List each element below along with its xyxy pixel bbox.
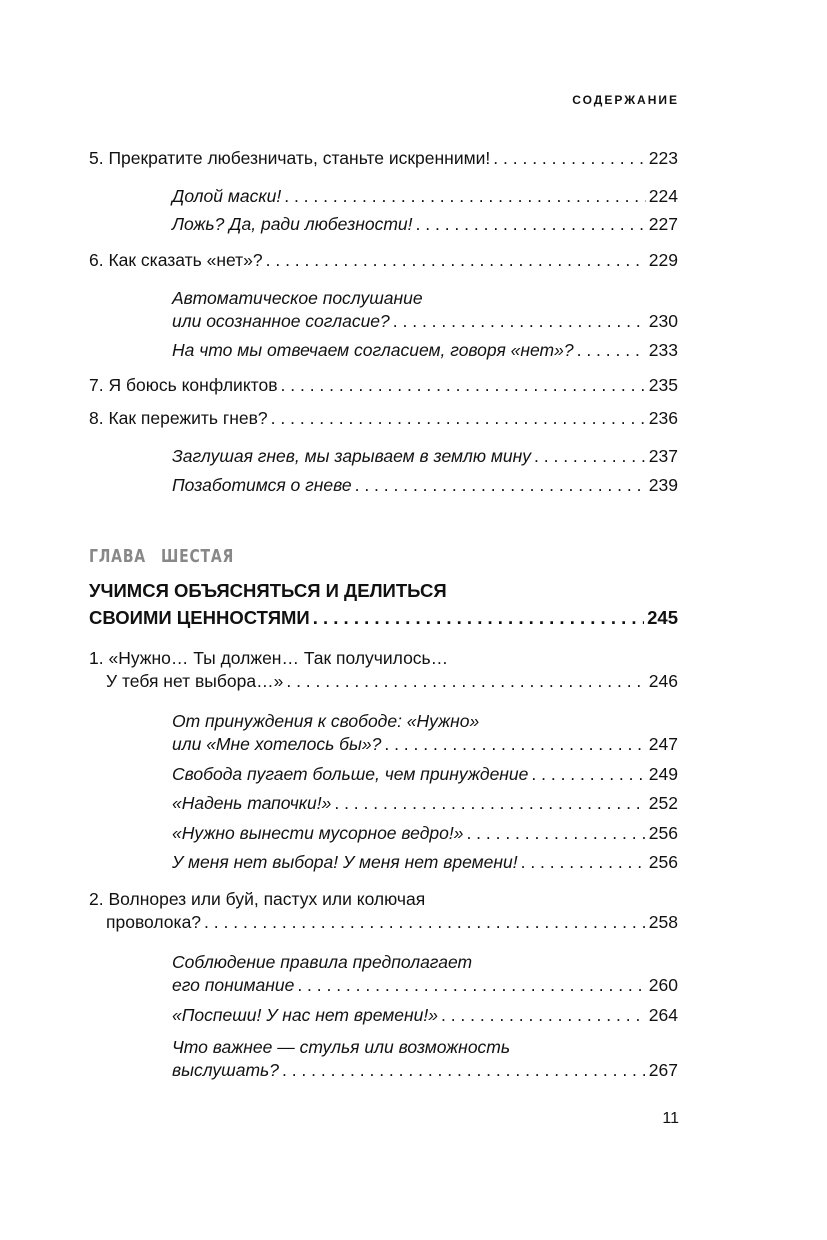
page-number: 11 — [662, 1110, 679, 1127]
toc-subentry — [172, 791, 678, 815]
dot-leader — [286, 669, 645, 693]
toc-entry-page: 223 — [648, 148, 678, 168]
toc-subentry — [172, 444, 678, 468]
toc-entry — [89, 406, 678, 430]
chapter-label: ГЛАВА ШЕСТАЯ — [89, 546, 235, 567]
toc-entry-title: проволока? — [106, 912, 202, 932]
toc-subentry-title-line1: Автоматическое послушание — [172, 288, 423, 308]
toc-entry-page: 239 — [648, 475, 678, 495]
toc-entry-page: 260 — [648, 975, 678, 995]
toc-entry-page: 258 — [648, 912, 678, 932]
toc-entry-page: 235 — [648, 375, 678, 395]
chapter-title-entry — [89, 606, 678, 630]
toc-entry-page: 256 — [648, 823, 678, 843]
toc-subentry-title-line1: Соблюдение правила предполагает — [172, 952, 473, 972]
toc-entry-title-line1: 1. «Нужно… Ты должен… Так получилось… — [89, 648, 449, 668]
chapter-page: 245 — [647, 607, 678, 628]
dot-leader — [334, 791, 645, 815]
toc-subentry — [172, 212, 678, 236]
toc-entry-title: или осознанное согласие? — [172, 311, 390, 331]
toc-entry-title: или «Мне хотелось бы»? — [172, 734, 382, 754]
running-header: СОДЕРЖАНИЕ — [572, 93, 679, 107]
dot-leader — [521, 850, 646, 874]
toc-entry — [89, 248, 678, 272]
dot-leader — [416, 212, 646, 236]
toc-entry — [89, 373, 678, 397]
dot-leader — [384, 732, 645, 756]
toc-subentry — [172, 184, 678, 208]
toc-entry-title: У тебя нет выбора…» — [106, 671, 284, 691]
toc-subentry-title-line1: Что важнее — стулья или возможность — [172, 1037, 511, 1057]
toc-entry — [106, 910, 678, 934]
toc-subentry — [172, 732, 678, 756]
toc-entry — [106, 669, 678, 693]
toc-entry-page: 227 — [648, 214, 678, 234]
toc-entry-title: 8. Как пережить гнев? — [89, 408, 268, 428]
dot-leader — [204, 910, 646, 934]
dot-leader — [441, 1003, 646, 1027]
toc-entry-page: 246 — [648, 671, 678, 691]
toc-entry-page: 224 — [648, 186, 678, 206]
toc-entry-title: У меня нет выбора! У меня нет времени! — [172, 852, 518, 872]
toc-entry-title-line1: 2. Волнорез или буй, пастух или колючая — [89, 889, 426, 909]
toc-entry-title: Позаботимся о гневе — [172, 475, 352, 495]
toc-entry-title: «Надень тапочки!» — [172, 793, 332, 813]
toc-entry-title: выслушать? — [172, 1060, 279, 1080]
dot-leader — [577, 338, 646, 362]
toc-entry-page: 247 — [648, 734, 678, 754]
toc-subentry — [172, 821, 678, 845]
toc-entry-title: На что мы отвечаем согласием, говоря «нет»? — [172, 340, 574, 360]
toc-entry-title: «Поспеши! У нас нет времени!» — [172, 1005, 438, 1025]
toc-entry-page: 230 — [648, 311, 678, 331]
toc-subentry — [172, 309, 678, 333]
dot-leader — [266, 248, 646, 272]
toc-entry — [89, 146, 678, 170]
toc-entry-page: 236 — [648, 408, 678, 428]
dot-leader — [271, 406, 646, 430]
toc-entry-title: его понимание — [172, 975, 295, 995]
toc-subentry — [172, 762, 678, 786]
toc-subentry — [172, 973, 678, 997]
toc-entry-page: 237 — [648, 446, 678, 466]
toc-entry-page: 249 — [648, 764, 678, 784]
toc-subentry — [172, 473, 678, 497]
toc-entry-title: Долой маски! — [172, 186, 282, 206]
dot-leader — [466, 821, 645, 845]
toc-entry-title: 6. Как сказать «нет»? — [89, 250, 263, 270]
toc-entry-title: 7. Я боюсь конфликтов — [89, 375, 278, 395]
toc-subentry — [172, 1058, 678, 1082]
dot-leader — [284, 184, 646, 208]
toc-entry-page: 229 — [648, 250, 678, 270]
dot-leader — [393, 309, 646, 333]
dot-leader — [355, 473, 646, 497]
toc-entry-title: «Нужно вынести мусорное ведро!» — [172, 823, 464, 843]
chapter-title-line1: УЧИМСЯ ОБЪЯСНЯТЬСЯ И ДЕЛИТЬСЯ — [89, 580, 447, 601]
dot-leader — [281, 373, 646, 397]
dot-leader — [534, 444, 646, 468]
toc-entry-page: 256 — [648, 852, 678, 872]
toc-entry-page: 252 — [648, 793, 678, 813]
dot-leader — [531, 762, 645, 786]
toc-entry-page: 267 — [648, 1060, 678, 1080]
dot-leader — [493, 146, 646, 170]
toc-entry-page: 233 — [648, 340, 678, 360]
dot-leader — [282, 1058, 646, 1082]
toc-entry-title: Заглушая гнев, мы зарываем в землю мину — [172, 446, 532, 466]
toc-entry-title: Ложь? Да, ради любезности! — [172, 214, 413, 234]
dot-leader — [297, 973, 645, 997]
toc-subentry-title-line1: От принуждения к свободе: «Нужно» — [172, 711, 480, 731]
toc-entry-title: Свобода пугает больше, чем принуждение — [172, 764, 529, 784]
toc-entry-title: 5. Прекратите любезничать, станьте искренними! — [89, 148, 491, 168]
chapter-title-line2: СВОИМИ ЦЕННОСТЯМИ — [89, 607, 310, 628]
dot-leader — [313, 606, 644, 630]
toc-entry-page: 264 — [648, 1005, 678, 1025]
toc-subentry — [172, 1003, 678, 1027]
toc-subentry — [172, 338, 678, 362]
toc-subentry — [172, 850, 678, 874]
